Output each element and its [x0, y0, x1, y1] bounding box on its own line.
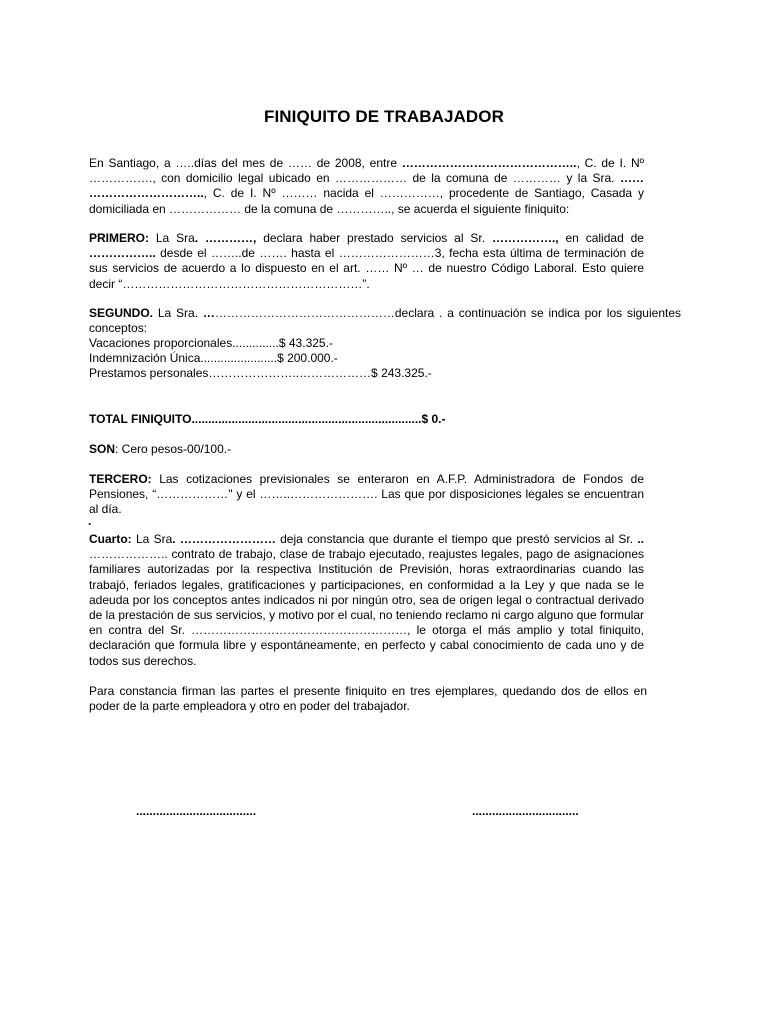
cuarto-text-1: La Sra: [131, 532, 173, 546]
intro-text-2: , C. de I. Nº ……………., con domicilio legal ubicado en ……………… de la comuna de ………… y la Sra.: [89, 156, 645, 186]
cuarto-blank-1: . ……………………: [172, 532, 276, 546]
stray-mark: .: [88, 514, 92, 528]
document-title: FINIQUITO DE TRABAJADOR: [264, 107, 504, 126]
tercero-paragraph: [89, 472, 644, 518]
segundo-paragraph: [89, 306, 681, 336]
cuarto-paragraph: [89, 532, 644, 669]
tercero-text: Las cotizaciones previsionales se enteraron en A.F.P. Administradora de Fondos de Pensiones, “………………" y el ……..…………………. Las que por disposiciones legales se encuentran al día.: [89, 472, 644, 517]
primero-text-1: La Sra: [149, 231, 195, 245]
son-label: SON: [89, 442, 116, 456]
son-text: : Cero pesos-00/100.-: [115, 442, 232, 456]
concept-item-prestamos: Prestamos personales…………………..………………$ 243.325.-: [89, 366, 432, 380]
cuarto-label: Cuarto:: [89, 532, 132, 546]
primero-label: PRIMERO:: [89, 231, 149, 245]
concept-item-vacaciones: Vacaciones proporcionales..............$ 43.325.-: [89, 336, 333, 350]
cuarto-text-2: deja constancia que durante el tiempo que prestó servicios al Sr.: [275, 532, 638, 546]
primero-blank-3: ……………..: [89, 246, 156, 261]
intro-text-1: En Santiago, a …..días del mes de …… de 2008, entre: [89, 156, 402, 170]
primero-text-4: desde el ……..de ……. hasta el ……………………3, fecha esta última de terminación de sus servicios de acuerdo a lo dispuesto en el art. …… Nº … de nuestro Código Laboral. Esto quiere decir “……………………………………………………”.: [89, 246, 644, 291]
concept-item-indemnizacion: Indemnización Única.......................$ 200.000.-: [89, 351, 338, 365]
primero-text-3: en calidad de: [558, 231, 644, 245]
intro-text-3: , C. de I. Nº ……… nacida el ……………, procedente de Santiago, Casada y domiciliada en ……………… de la comuna de ………….., se acuerda el siguiente finiquito:: [89, 186, 644, 216]
primero-blank-2: …………….,: [491, 231, 559, 245]
segundo-label: SEGUNDO.: [89, 306, 154, 320]
cuarto-text-3: ……………….. contrato de trabajo, clase de trabajo ejecutado, reajustes legales, pago de asignaciones familiares autorizadas por la respectiva Institución de Previsión, horas extraordinarias cuando las trabajó, feriados legales, gratificaciones y participaciones, en conformidad a la Ley y que nada se le adeuda por los conceptos antes indicados ni por ningún otro, sea de origen legal o contractual derivado de la prestación de sus servicios, y motivo por el cual, no teniendo reclamo ni cargo alguno que formular en contra del Sr. ………………………………………………, le otorga el más amplio y total finiquito, declaración que formula libre y espontáneamente, en perfecto y cabal conocimiento de cada uno y de todos sus derechos.: [89, 547, 644, 668]
signature-line-worker: ................................: [472, 804, 579, 818]
primero-paragraph: [89, 231, 644, 292]
tercero-label: TERCERO:: [89, 472, 152, 486]
segundo-blank-1: …: [202, 306, 215, 320]
intro-paragraph: [89, 156, 644, 217]
cuarto-blank-2: ..: [637, 532, 644, 546]
primero-text-2: declara haber prestado servicios al Sr.: [256, 231, 492, 245]
intro-blank-2: …… ………………………..: [89, 171, 644, 201]
signature-line-employer: ....................................: [136, 804, 257, 818]
primero-blank-1: . …………,: [194, 231, 257, 245]
segundo-text-2: ………………………………………declara . a continuación se indica por los siguientes conceptos:: [89, 306, 682, 336]
closing-paragraph: Para constancia firman las partes el presente finiquito en tres ejemplares, quedando dos de ellos en poder de la parte empleadora y otro en poder del trabajador.: [89, 684, 647, 714]
total-finiquito: TOTAL FINIQUITO.....................................................................$ 0.-: [89, 412, 446, 426]
segundo-text-1: La Sra.: [153, 306, 203, 320]
son-line: [89, 442, 231, 456]
intro-blank-1: ……………………………………..: [401, 156, 577, 170]
